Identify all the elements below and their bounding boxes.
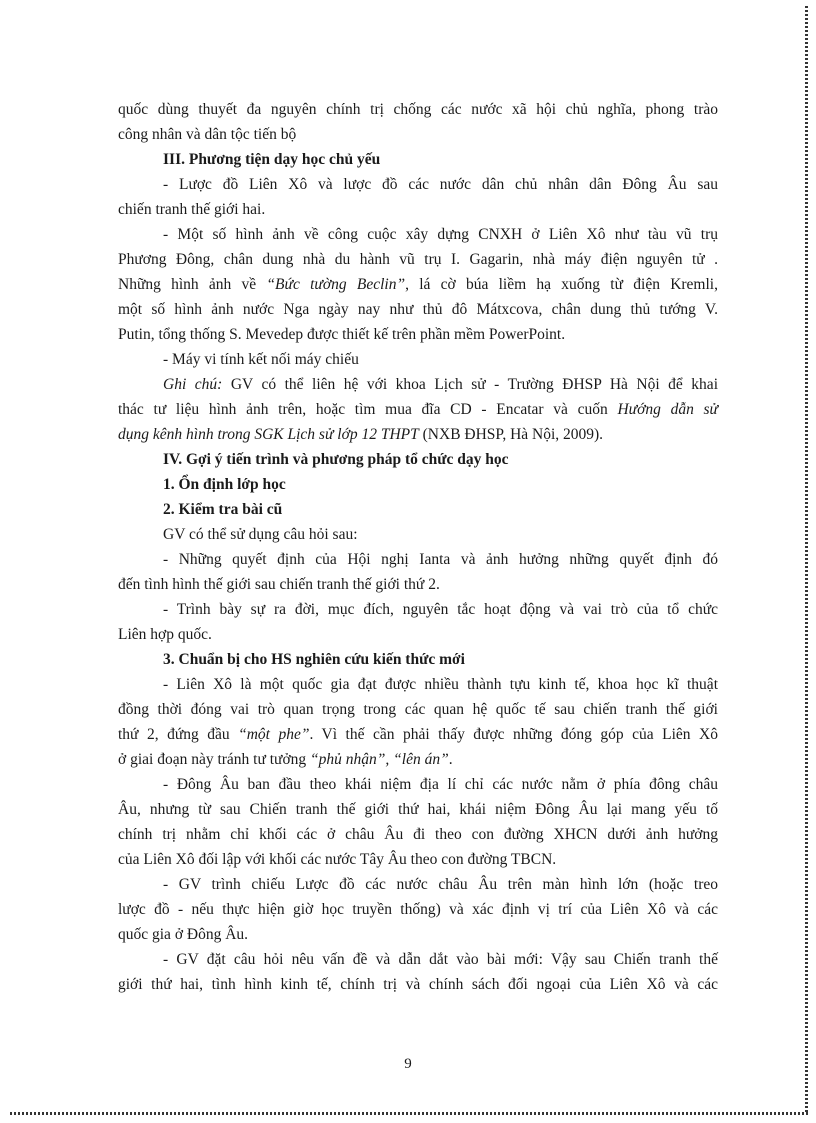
text-span: . xyxy=(448,751,453,768)
note-label: Ghi chú: xyxy=(163,376,223,393)
text-line: lược đồ - nếu thực hiện giờ học truyền thống) và xác định vị trí của Liên Xô và các xyxy=(118,901,718,918)
text-line xyxy=(118,275,718,295)
text-span: GV có thể liên hệ với khoa Lịch sử - Trường ĐHSP Hà Nội để khai xyxy=(222,376,718,393)
text-span: thứ 2, đứng đầu xyxy=(118,726,239,743)
italic-span: Hướng dẫn sử xyxy=(617,401,719,418)
text-span: ở giai đoạn này tránh tư tưởng xyxy=(118,751,311,768)
text-span: Những hình ảnh về xyxy=(118,276,267,293)
text-line: - Liên Xô là một quốc gia đạt được nhiều thành tựu kinh tế, khoa học kĩ thuật xyxy=(163,676,718,693)
text-line: Liên hợp quốc. xyxy=(118,626,212,643)
text-line: giới thứ hai, tình hình kinh tế, chính trị và chính sách đối ngoại của Liên Xô và các xyxy=(118,976,718,993)
text-line: chiến tranh thế giới hai. xyxy=(118,201,266,218)
text-line: - GV trình chiếu Lược đồ các nước châu Âu trên màn hình lớn (hoặc treo xyxy=(163,876,718,893)
text-line xyxy=(118,750,718,770)
text-line xyxy=(118,725,718,745)
text-line: quốc dùng thuyết đa nguyên chính trị chống các nước xã hội chủ nghĩa, phong trào xyxy=(118,101,718,118)
text-line: - Những quyết định của Hội nghị Ianta và ảnh hưởng những quyết định đó xyxy=(163,551,718,568)
note-line xyxy=(163,375,718,395)
text-line: Âu, nhưng từ sau Chiến tranh thế giới thứ hai, khái niệm Đông Âu lại mang yếu tố xyxy=(118,801,718,818)
text-span: , lá cờ búa liềm hạ xuống từ điện Kremli, xyxy=(405,276,718,293)
text-line: Putin, tổng thống S. Mevedep được thiết kế trên phần mềm PowerPoint. xyxy=(118,326,566,343)
subsection-heading: 3. Chuẩn bị cho HS nghiên cứu kiến thức mới xyxy=(163,651,465,668)
text-line: - Một số hình ảnh về công cuộc xây dựng CNXH ở Liên Xô như tàu vũ trụ xyxy=(163,226,718,243)
text-line: GV có thể sử dụng câu hỏi sau: xyxy=(163,526,358,543)
text-line: công nhân và dân tộc tiến bộ xyxy=(118,126,297,143)
page-number: 9 xyxy=(404,1056,412,1072)
text-line xyxy=(118,425,718,445)
subsection-heading: 1. Ổn định lớp học xyxy=(163,476,286,493)
text-line: quốc gia ở Đông Âu. xyxy=(118,926,249,943)
section-heading: IV. Gợi ý tiến trình và phương pháp tổ chức dạy học xyxy=(163,451,509,468)
text-line: của Liên Xô đối lập với khối các nước Tây Âu theo con đường TBCN. xyxy=(118,851,557,868)
text-span: thác tư liệu hình ảnh trên, hoặc tìm mua đĩa CD - Encatar và cuốn xyxy=(118,401,618,418)
text-line: - GV đặt câu hỏi nêu vấn đề và dẫn dắt vào bài mới: Vậy sau Chiến tranh thế xyxy=(163,951,718,968)
text-span: . Vì thế cần phải thấy được những đóng góp của Liên Xô xyxy=(309,726,718,743)
text-line: một số hình ảnh nước Nga ngày nay như thủ đô Mátxcova, chân dung thủ tướng V. xyxy=(118,301,718,318)
subsection-heading: 2. Kiểm tra bài cũ xyxy=(163,501,283,518)
text-span: (NXB ĐHSP, Hà Nội, 2009). xyxy=(418,426,604,443)
text-line: chính trị nhằm chỉ khối các ở châu Âu đi theo con đường XHCN dưới ảnh hưởng xyxy=(118,826,718,843)
text-line: - Máy vi tính kết nối máy chiếu xyxy=(163,351,359,368)
text-line: đến tình hình thế giới sau chiến tranh thế giới thứ 2. xyxy=(118,576,440,593)
section-heading: III. Phương tiện dạy học chủ yếu xyxy=(163,151,381,168)
italic-span: dụng kênh hình trong SGK Lịch sử lớp 12 THPT xyxy=(118,426,419,443)
text-line: - Đông Âu ban đầu theo khái niệm địa lí chỉ các nước nằm ở phía đông châu xyxy=(163,776,718,793)
text-line xyxy=(118,400,718,420)
italic-span: “phủ nhận”, “lên án” xyxy=(310,751,449,768)
page-border-bottom xyxy=(10,1112,808,1115)
italic-span: “Bức tường Beclin” xyxy=(266,276,406,293)
text-line: - Lược đồ Liên Xô và lược đồ các nước dân chủ nhân dân Đông Âu sau xyxy=(163,176,718,193)
text-line: đồng thời đóng vai trò quan trọng trong các quan hệ quốc tế sau chiến tranh thế giới xyxy=(118,701,718,718)
page-border-right xyxy=(805,6,808,1115)
text-line: - Trình bày sự ra đời, mục đích, nguyên tắc hoạt động và vai trò của tổ chức xyxy=(163,601,718,618)
text-line: Phương Đông, chân dung nhà du hành vũ trụ I. Gagarin, nhà máy điện nguyên tử . xyxy=(118,251,718,268)
italic-span: “một phe” xyxy=(238,726,310,743)
